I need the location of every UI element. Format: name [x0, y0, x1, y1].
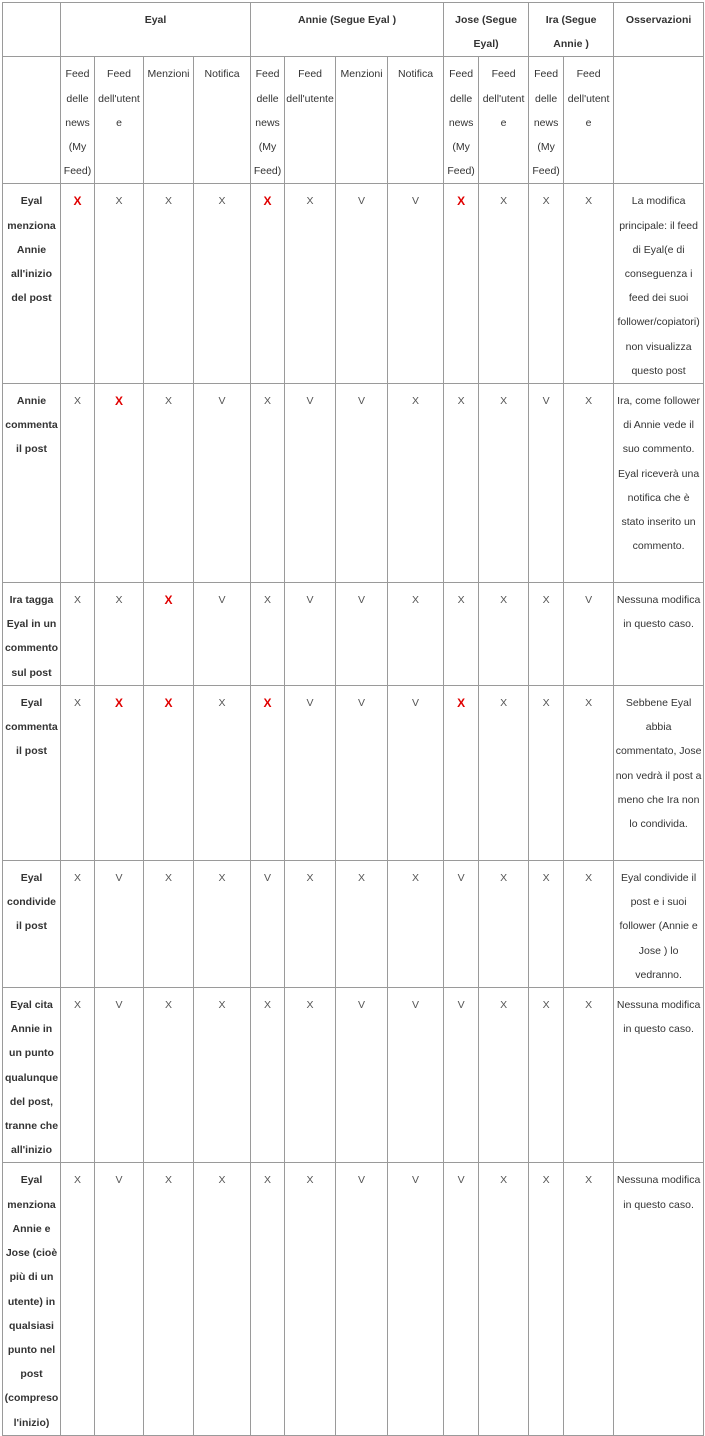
subcolumn-header: Notifica [388, 57, 444, 184]
status-cell [479, 384, 529, 583]
cross-mark: X [73, 395, 81, 408]
check-mark: V [412, 697, 420, 710]
cross-mark: X [218, 872, 226, 885]
status-cell [529, 1163, 564, 1435]
check-mark: V [218, 594, 226, 607]
highlighted-cross-mark: X [73, 194, 82, 209]
subcolumn-header: Feed delle news (My Feed) [529, 57, 564, 184]
status-cell [95, 686, 144, 861]
status-cell [444, 686, 479, 861]
observation-cell: La modifica principale: il feed di Eyal(e di conseguenza i feed dei suoi follower/copiatori) non visualizza questo post [614, 184, 704, 384]
status-cell [95, 1163, 144, 1435]
cross-mark: X [164, 872, 172, 885]
cross-mark: X [457, 395, 465, 408]
corner-cell [3, 3, 61, 57]
table-row [3, 384, 704, 583]
check-mark: V [358, 594, 366, 607]
status-cell [564, 384, 614, 583]
status-cell [285, 686, 336, 861]
status-cell [251, 861, 285, 988]
status-cell [336, 384, 388, 583]
check-mark: V [358, 395, 366, 408]
status-cell [61, 1163, 95, 1435]
status-cell [388, 1163, 444, 1435]
status-cell [388, 686, 444, 861]
cross-mark: X [500, 195, 508, 208]
action-cell: Annie commenta il post [3, 384, 61, 583]
cross-mark: X [264, 594, 272, 607]
cross-mark: X [306, 1174, 314, 1187]
check-mark: V [412, 195, 420, 208]
cross-mark: X [164, 999, 172, 1012]
subcolumn-header: Feed dell'utente [285, 57, 336, 184]
comparison-table [2, 2, 704, 1436]
status-cell [479, 686, 529, 861]
status-cell [336, 1163, 388, 1435]
status-cell [564, 184, 614, 384]
check-mark: V [585, 594, 593, 607]
status-cell [95, 583, 144, 686]
header-row-subcolumns [3, 57, 704, 184]
status-cell [529, 583, 564, 686]
cross-mark: X [500, 872, 508, 885]
cross-mark: X [585, 1174, 593, 1187]
observations-header: Osservazioni [614, 3, 704, 57]
check-mark: V [358, 697, 366, 710]
status-cell [479, 1163, 529, 1435]
highlighted-cross-mark: X [263, 696, 272, 711]
cross-mark: X [585, 395, 593, 408]
status-cell [564, 1163, 614, 1435]
highlighted-cross-mark: X [164, 593, 173, 608]
status-cell [444, 861, 479, 988]
observation-cell: Nessuna modifica in questo caso. [614, 583, 704, 686]
subcolumn-header: Feed dell'utente [95, 57, 144, 184]
table-row [3, 686, 704, 861]
status-cell [194, 861, 251, 988]
status-cell [529, 988, 564, 1163]
status-cell [95, 384, 144, 583]
check-mark: V [115, 1174, 123, 1187]
cross-mark: X [218, 195, 226, 208]
check-mark: V [218, 395, 226, 408]
cross-mark: X [542, 1174, 550, 1187]
status-cell [95, 861, 144, 988]
check-mark: V [306, 697, 314, 710]
status-cell [564, 861, 614, 988]
status-cell [61, 583, 95, 686]
action-cell: Eyal cita Annie in un punto qualunque del post, tranne che all'inizio [3, 988, 61, 1163]
status-cell [529, 861, 564, 988]
action-cell: Eyal condivide il post [3, 861, 61, 988]
highlighted-cross-mark: X [457, 194, 466, 209]
cross-mark: X [500, 395, 508, 408]
table-row [3, 583, 704, 686]
status-cell [285, 583, 336, 686]
observation-cell: Sebbene Eyal abbia commentato, Jose non vedrà il post a meno che Ira non lo condivida. [614, 686, 704, 861]
status-cell [144, 988, 194, 1163]
subcolumn-header: Menzioni [144, 57, 194, 184]
status-cell [144, 384, 194, 583]
highlighted-cross-mark: X [164, 696, 173, 711]
status-cell [336, 583, 388, 686]
table-row [3, 988, 704, 1163]
check-mark: V [457, 999, 465, 1012]
subcolumn-header: Feed delle news (My Feed) [61, 57, 95, 184]
status-cell [529, 384, 564, 583]
check-mark: V [457, 1174, 465, 1187]
table-row [3, 184, 704, 384]
cross-mark: X [306, 195, 314, 208]
status-cell [285, 988, 336, 1163]
cross-mark: X [264, 395, 272, 408]
check-mark: V [306, 594, 314, 607]
status-cell [194, 184, 251, 384]
cross-mark: X [218, 999, 226, 1012]
corner-cell-2 [3, 57, 61, 184]
cross-mark: X [542, 999, 550, 1012]
status-cell [251, 988, 285, 1163]
status-cell [285, 861, 336, 988]
cross-mark: X [164, 395, 172, 408]
cross-mark: X [306, 999, 314, 1012]
status-cell [444, 1163, 479, 1435]
observation-cell: Eyal condivide il post e i suoi follower (Annie e Jose ) lo vedranno. [614, 861, 704, 988]
action-cell: Ira tagga Eyal in un commento sul post [3, 583, 61, 686]
check-mark: V [358, 999, 366, 1012]
status-cell [251, 384, 285, 583]
action-cell: Eyal menziona Annie all'inizio del post [3, 184, 61, 384]
cross-mark: X [73, 594, 81, 607]
cross-mark: X [264, 1174, 272, 1187]
status-cell [388, 184, 444, 384]
check-mark: V [412, 999, 420, 1012]
status-cell [251, 1163, 285, 1435]
cross-mark: X [412, 872, 420, 885]
cross-mark: X [585, 872, 593, 885]
status-cell [251, 583, 285, 686]
status-cell [479, 583, 529, 686]
cross-mark: X [264, 999, 272, 1012]
status-cell [194, 384, 251, 583]
status-cell [444, 384, 479, 583]
group-header-eyal: Eyal [61, 3, 251, 57]
cross-mark: X [73, 999, 81, 1012]
cross-mark: X [500, 1174, 508, 1187]
check-mark: V [306, 395, 314, 408]
status-cell [194, 988, 251, 1163]
check-mark: V [457, 872, 465, 885]
subcolumn-header: Feed dell'utente [564, 57, 614, 184]
cross-mark: X [585, 195, 593, 208]
cross-mark: X [73, 1174, 81, 1187]
cross-mark: X [500, 697, 508, 710]
status-cell [564, 686, 614, 861]
cross-mark: X [457, 594, 465, 607]
cross-mark: X [542, 872, 550, 885]
observation-cell: Nessuna modifica in questo caso. [614, 1163, 704, 1435]
group-header-jose: Jose (Segue Eyal) [444, 3, 529, 57]
status-cell [388, 384, 444, 583]
cross-mark: X [585, 999, 593, 1012]
cross-mark: X [585, 697, 593, 710]
status-cell [479, 861, 529, 988]
check-mark: V [115, 999, 123, 1012]
status-cell [61, 861, 95, 988]
check-mark: V [264, 872, 272, 885]
status-cell [144, 184, 194, 384]
check-mark: V [115, 872, 123, 885]
status-cell [529, 184, 564, 384]
cross-mark: X [542, 594, 550, 607]
cross-mark: X [500, 999, 508, 1012]
highlighted-cross-mark: X [263, 194, 272, 209]
subcolumn-header: Notifica [194, 57, 251, 184]
status-cell [95, 988, 144, 1163]
status-cell [336, 686, 388, 861]
cross-mark: X [164, 195, 172, 208]
observation-cell: Ira, come follower di Annie vede il suo commento. Eyal riceverà una notifica che è stato inserito un commento. [614, 384, 704, 583]
check-mark: V [542, 395, 550, 408]
status-cell [336, 184, 388, 384]
status-cell [61, 384, 95, 583]
status-cell [285, 184, 336, 384]
cross-mark: X [542, 195, 550, 208]
cross-mark: X [115, 195, 123, 208]
status-cell [194, 583, 251, 686]
status-cell [285, 1163, 336, 1435]
status-cell [529, 686, 564, 861]
status-cell [194, 1163, 251, 1435]
action-cell: Eyal menziona Annie e Jose (cioè più di un utente) in qualsiasi punto nel post (compreso l'inizio) [3, 1163, 61, 1435]
observation-cell: Nessuna modifica in questo caso. [614, 988, 704, 1163]
cross-mark: X [358, 872, 366, 885]
cross-mark: X [500, 594, 508, 607]
status-cell [564, 988, 614, 1163]
status-cell [61, 988, 95, 1163]
table-row [3, 1163, 704, 1435]
status-cell [444, 583, 479, 686]
table-body [3, 3, 704, 1436]
cross-mark: X [218, 697, 226, 710]
status-cell [251, 686, 285, 861]
status-cell [144, 1163, 194, 1435]
subcolumn-header: Feed dell'utente [479, 57, 529, 184]
status-cell [95, 184, 144, 384]
cross-mark: X [542, 697, 550, 710]
status-cell [61, 686, 95, 861]
status-cell [336, 861, 388, 988]
cross-mark: X [164, 1174, 172, 1187]
group-header-annie: Annie (Segue Eyal ) [251, 3, 444, 57]
cross-mark: X [306, 872, 314, 885]
table-row [3, 861, 704, 988]
cross-mark: X [218, 1174, 226, 1187]
status-cell [144, 583, 194, 686]
status-cell [388, 583, 444, 686]
observations-subheader [614, 57, 704, 184]
check-mark: V [412, 1174, 420, 1187]
status-cell [388, 988, 444, 1163]
status-cell [388, 861, 444, 988]
cross-mark: X [73, 872, 81, 885]
subcolumn-header: Feed delle news (My Feed) [251, 57, 285, 184]
highlighted-cross-mark: X [114, 394, 123, 409]
status-cell [144, 861, 194, 988]
check-mark: V [358, 195, 366, 208]
action-cell: Eyal commenta il post [3, 686, 61, 861]
cross-mark: X [73, 697, 81, 710]
cross-mark: X [115, 594, 123, 607]
cross-mark: X [412, 395, 420, 408]
status-cell [194, 686, 251, 861]
group-header-ira: Ira (Segue Annie ) [529, 3, 614, 57]
status-cell [61, 184, 95, 384]
highlighted-cross-mark: X [457, 696, 466, 711]
status-cell [479, 184, 529, 384]
status-cell [285, 384, 336, 583]
check-mark: V [358, 1174, 366, 1187]
subcolumn-header: Feed delle news (My Feed) [444, 57, 479, 184]
status-cell [144, 686, 194, 861]
status-cell [336, 988, 388, 1163]
status-cell [444, 988, 479, 1163]
subcolumn-header: Menzioni [336, 57, 388, 184]
status-cell [564, 583, 614, 686]
status-cell [479, 988, 529, 1163]
status-cell [444, 184, 479, 384]
status-cell [251, 184, 285, 384]
highlighted-cross-mark: X [114, 696, 123, 711]
cross-mark: X [412, 594, 420, 607]
header-row-groups [3, 3, 704, 57]
